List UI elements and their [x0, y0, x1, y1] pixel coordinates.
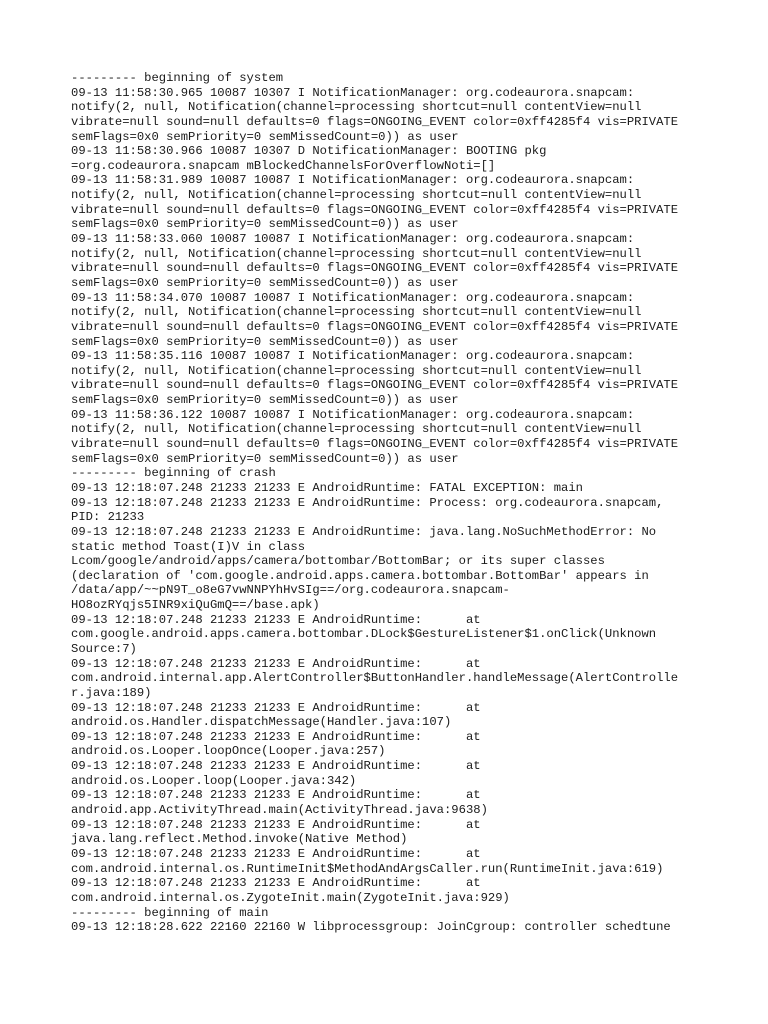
- log-line: /data/app/~~pN9T_o8eG7vwNNPYhHvSIg==/org.codeaurora.snapcam-: [71, 583, 510, 598]
- log-line: Lcom/google/android/apps/camera/bottombar/BottomBar; or its super classes: [71, 554, 605, 569]
- log-line: semFlags=0x0 semPriority=0 semMissedCount=0)) as user: [71, 451, 459, 466]
- log-line: semFlags=0x0 semPriority=0 semMissedCount=0)) as user: [71, 217, 459, 232]
- log-line: 09-13 12:18:28.622 22160 22160 W libprocessgroup: JoinCgroup: controller schedtune: [71, 920, 671, 935]
- log-line: com.android.internal.os.ZygoteInit.main(ZygoteInit.java:929): [71, 890, 510, 905]
- log-line: 09-13 11:58:31.989 10087 10087 I NotificationManager: org.codeaurora.snapcam:: [71, 173, 635, 188]
- log-line: android.os.Looper.loopOnce(Looper.java:257): [71, 744, 386, 759]
- log-line: java.lang.reflect.Method.invoke(Native Method): [71, 832, 408, 847]
- log-line: 09-13 12:18:07.248 21233 21233 E AndroidRuntime: at: [71, 759, 481, 774]
- log-line: notify(2, null, Notification(channel=processing shortcut=null contentView=null: [71, 246, 642, 261]
- log-line: 09-13 12:18:07.248 21233 21233 E AndroidRuntime: at: [71, 612, 481, 627]
- log-line: vibrate=null sound=null defaults=0 flags=ONGOING_EVENT color=0xff4285f4 vis=PRIVATE: [71, 378, 679, 393]
- log-line: 09-13 12:18:07.248 21233 21233 E AndroidRuntime: at: [71, 846, 481, 861]
- log-line: 09-13 11:58:34.070 10087 10087 I NotificationManager: org.codeaurora.snapcam:: [71, 290, 635, 305]
- log-line: vibrate=null sound=null defaults=0 flags=ONGOING_EVENT color=0xff4285f4 vis=PRIVATE: [71, 261, 679, 276]
- log-line: notify(2, null, Notification(channel=processing shortcut=null contentView=null: [71, 100, 642, 115]
- log-section-header: --------- beginning of main: [71, 905, 269, 920]
- log-line: =org.codeaurora.snapcam mBlockedChannelsForOverflowNoti=[]: [71, 158, 496, 173]
- log-section-header: --------- beginning of system: [71, 71, 284, 85]
- log-line: 09-13 11:58:36.122 10087 10087 I NotificationManager: org.codeaurora.snapcam:: [71, 407, 635, 422]
- log-line: 09-13 12:18:07.248 21233 21233 E AndroidRuntime: at: [71, 788, 481, 803]
- log-line: 09-13 11:58:33.060 10087 10087 I NotificationManager: org.codeaurora.snapcam:: [71, 232, 635, 247]
- log-line: notify(2, null, Notification(channel=processing shortcut=null contentView=null: [71, 305, 642, 320]
- log-line: semFlags=0x0 semPriority=0 semMissedCount=0)) as user: [71, 393, 459, 408]
- log-line: android.os.Looper.loop(Looper.java:342): [71, 773, 357, 788]
- log-text-block: [71, 71, 711, 935]
- log-line: notify(2, null, Notification(channel=processing shortcut=null contentView=null: [71, 188, 642, 203]
- log-line: 09-13 12:18:07.248 21233 21233 E AndroidRuntime: at: [71, 656, 481, 671]
- log-line: 09-13 11:58:35.116 10087 10087 I NotificationManager: org.codeaurora.snapcam:: [71, 349, 635, 364]
- log-line: 09-13 12:18:07.248 21233 21233 E AndroidRuntime: FATAL EXCEPTION: main: [71, 480, 583, 495]
- log-line: vibrate=null sound=null defaults=0 flags=ONGOING_EVENT color=0xff4285f4 vis=PRIVATE: [71, 319, 679, 334]
- log-line: notify(2, null, Notification(channel=processing shortcut=null contentView=null: [71, 363, 642, 378]
- log-line: 09-13 12:18:07.248 21233 21233 E AndroidRuntime: at: [71, 700, 481, 715]
- log-line: PID: 21233: [71, 510, 145, 525]
- log-line: semFlags=0x0 semPriority=0 semMissedCount=0)) as user: [71, 129, 459, 144]
- log-line: Source:7): [71, 641, 137, 656]
- log-line: 09-13 11:58:30.966 10087 10307 D NotificationManager: BOOTING pkg: [71, 144, 547, 159]
- log-line: 09-13 12:18:07.248 21233 21233 E AndroidRuntime: at: [71, 729, 481, 744]
- log-line: HO8ozRYqjs5INR9xiQuGmQ==/base.apk): [71, 598, 320, 613]
- log-line: notify(2, null, Notification(channel=processing shortcut=null contentView=null: [71, 422, 642, 437]
- log-line: com.android.internal.os.RuntimeInit$MethodAndArgsCaller.run(RuntimeInit.java:619): [71, 861, 664, 876]
- log-line: android.os.Handler.dispatchMessage(Handler.java:107): [71, 715, 452, 730]
- log-line: 09-13 11:58:30.965 10087 10307 I NotificationManager: org.codeaurora.snapcam:: [71, 85, 635, 100]
- log-line: 09-13 12:18:07.248 21233 21233 E AndroidRuntime: at: [71, 817, 481, 832]
- log-line: vibrate=null sound=null defaults=0 flags=ONGOING_EVENT color=0xff4285f4 vis=PRIVATE: [71, 202, 679, 217]
- log-line: static method Toast(I)V in class: [71, 539, 306, 554]
- log-line: 09-13 12:18:07.248 21233 21233 E AndroidRuntime: at: [71, 876, 481, 891]
- log-line: vibrate=null sound=null defaults=0 flags=ONGOING_EVENT color=0xff4285f4 vis=PRIVATE: [71, 437, 679, 452]
- log-line: com.google.android.apps.camera.bottombar.DLock$GestureListener$1.onClick(Unknown: [71, 627, 657, 642]
- log-line: 09-13 12:18:07.248 21233 21233 E AndroidRuntime: java.lang.NoSuchMethodError: No: [71, 524, 657, 539]
- log-line: vibrate=null sound=null defaults=0 flags=ONGOING_EVENT color=0xff4285f4 vis=PRIVATE: [71, 114, 679, 129]
- log-line: semFlags=0x0 semPriority=0 semMissedCount=0)) as user: [71, 334, 459, 349]
- log-line: r.java:189): [71, 685, 152, 700]
- log-line: com.android.internal.app.AlertController$ButtonHandler.handleMessage(AlertControlle: [71, 671, 679, 686]
- log-line: android.app.ActivityThread.main(ActivityThread.java:9638): [71, 803, 488, 818]
- log-document: [71, 71, 711, 935]
- log-line: 09-13 12:18:07.248 21233 21233 E AndroidRuntime: Process: org.codeaurora.snapcam,: [71, 495, 664, 510]
- log-line: (declaration of 'com.google.android.apps.camera.bottombar.BottomBar' appears in: [71, 568, 649, 583]
- log-line: semFlags=0x0 semPriority=0 semMissedCount=0)) as user: [71, 275, 459, 290]
- log-section-header: --------- beginning of crash: [71, 466, 276, 481]
